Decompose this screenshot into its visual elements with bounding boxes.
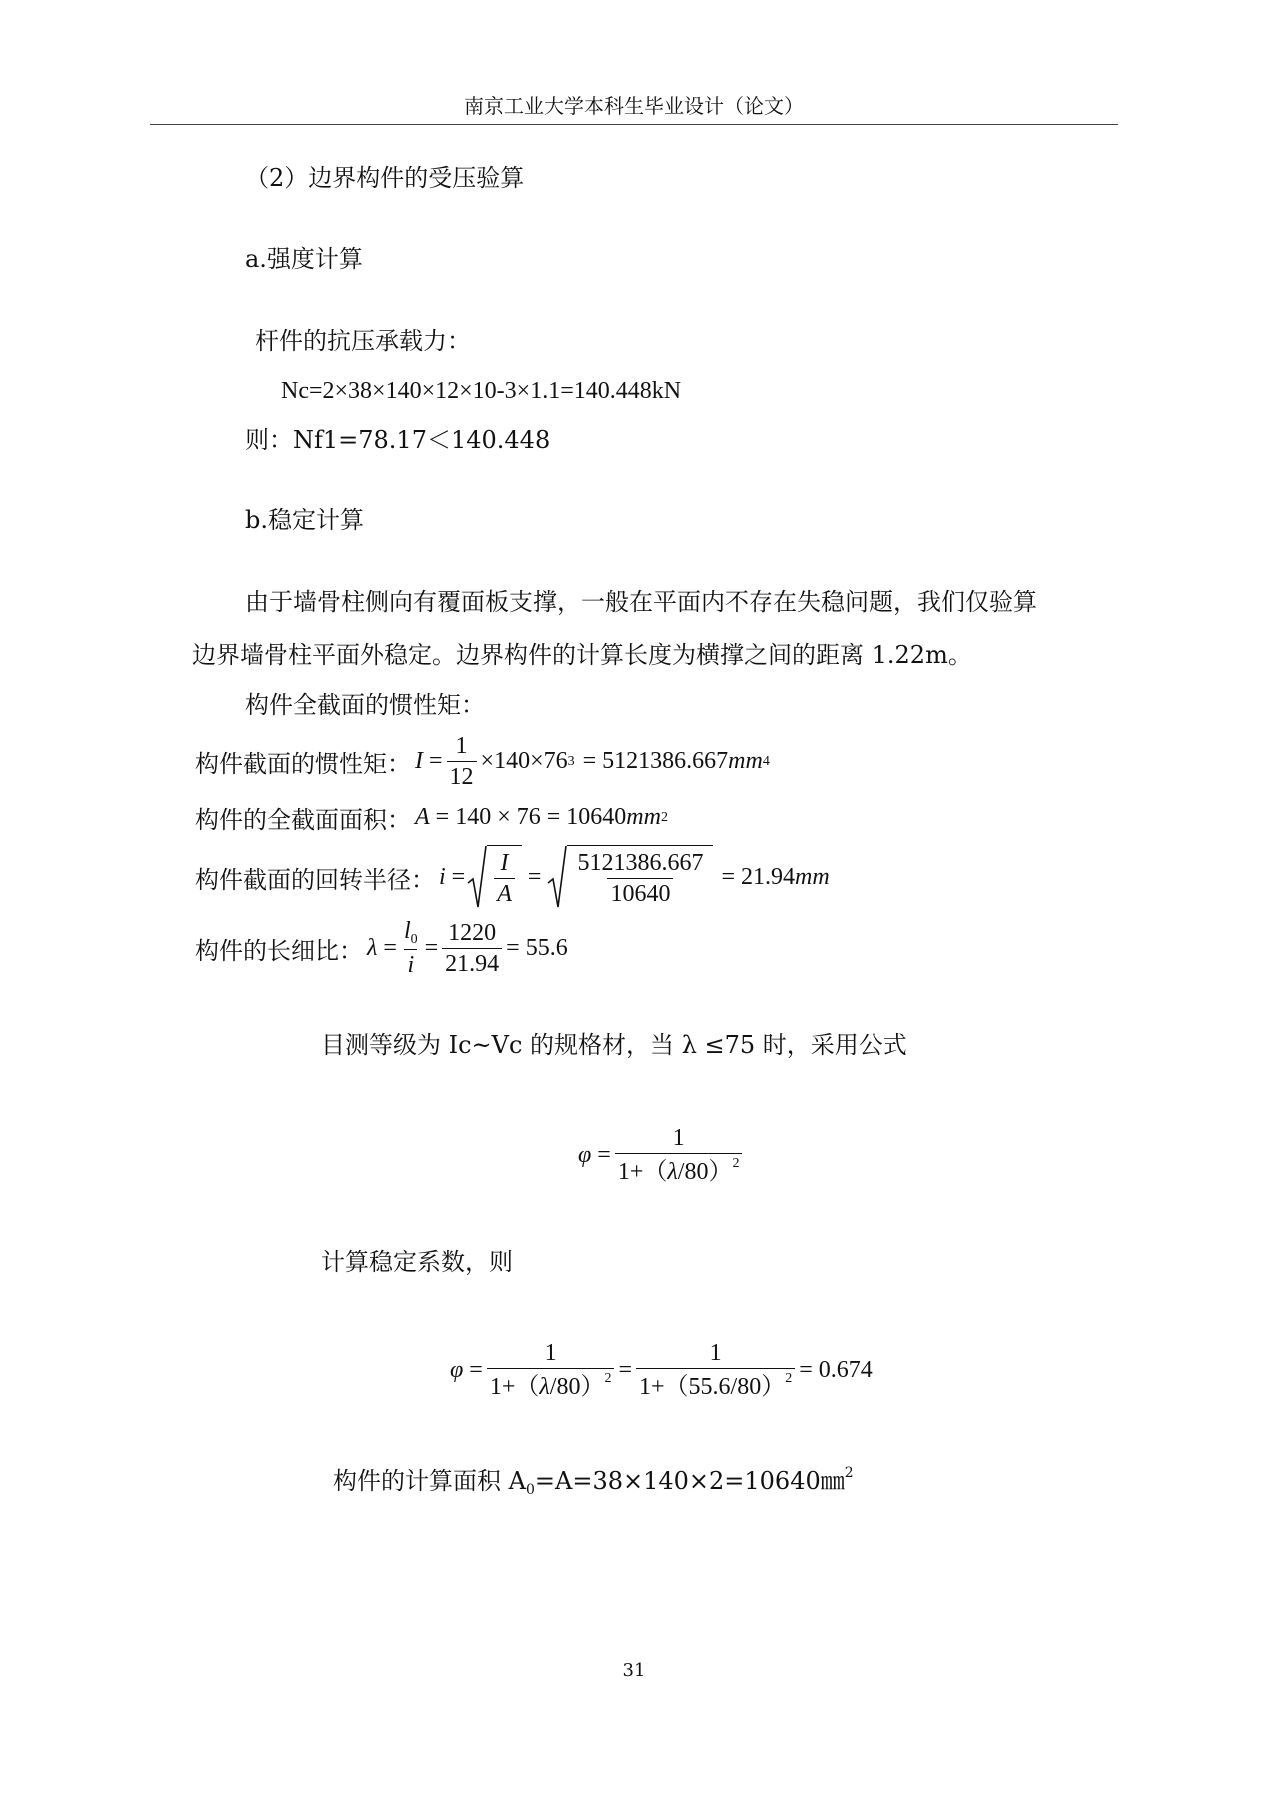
radius-denominator-2: 10640 <box>607 878 673 907</box>
radius-var: i <box>439 863 446 890</box>
slenderness-fraction-2 <box>442 920 502 978</box>
calc-fraction-1 <box>487 1340 615 1401</box>
slenderness-denominator-2: 21.94 <box>442 948 502 977</box>
area-var: A <box>415 804 430 830</box>
calc-numerator-1: 1 <box>544 1340 557 1366</box>
calc-eq1: = <box>469 1356 483 1383</box>
calc-den1-exp: 2 <box>604 1371 612 1387</box>
area-unit-exponent: 2 <box>660 809 668 825</box>
radius-eq2: = <box>527 863 542 890</box>
inertia-intro: 构件全截面的惯性矩： <box>245 691 485 719</box>
radical-sign-icon <box>547 845 567 909</box>
strength-title: a.强度计算 <box>245 245 363 273</box>
stability-title: b.稳定计算 <box>245 506 364 534</box>
stability-paragraph-line1: 由于墙骨柱侧向有覆面板支撑，一般在平面内不存在失稳问题，我们仅验算 <box>245 588 1037 616</box>
slenderness-denominator-1: i <box>404 949 417 978</box>
strength-conclusion: 则：Nf1=78.17＜140.448 <box>245 426 551 454</box>
strength-label: 杆件的抗压承载力： <box>255 327 471 355</box>
slenderness-numerator-2: 1220 <box>448 919 497 946</box>
inertia-unit-exponent: 4 <box>762 753 770 769</box>
area-calc-sup: 2 <box>844 1465 854 1481</box>
formula-den-exp: 2 <box>732 1156 740 1172</box>
formula-eq: = <box>597 1141 611 1168</box>
radius-result: = 21.94 <box>721 863 795 890</box>
inertia-exponent: 3 <box>567 753 575 769</box>
inertia-var: I <box>415 748 423 775</box>
formula-fraction <box>615 1125 743 1186</box>
calc-fraction-2 <box>636 1340 795 1401</box>
section-heading: （2）边界构件的受压验算 <box>245 164 525 192</box>
inertia-mid: ×140×76 <box>480 748 568 775</box>
page-number: 31 <box>622 1660 646 1681</box>
radius-label: 构件截面的回转半径： <box>195 865 435 894</box>
calc-den1-a: 1+（ <box>489 1374 540 1401</box>
calc-den2-exp: 2 <box>785 1371 793 1387</box>
calc-result: = 0.674 <box>799 1356 873 1383</box>
area-equation <box>195 800 668 835</box>
formula-den-var: λ <box>667 1159 678 1186</box>
inertia-result: = 5121386.667 <box>582 748 729 775</box>
compute-label: 计算稳定系数，则 <box>321 1248 513 1276</box>
inertia-equation <box>195 733 770 791</box>
radius-denominator-1: A <box>494 878 515 907</box>
radius-sqrt-1 <box>467 845 522 909</box>
inertia-fraction <box>447 733 477 791</box>
inertia-numerator: 1 <box>455 733 468 759</box>
calc-den1-b: /80） <box>549 1374 605 1401</box>
stability-formula <box>578 1125 746 1186</box>
radius-numerator-1: I <box>500 849 509 876</box>
calc-den1-var: λ <box>539 1374 550 1401</box>
inertia-label: 构件截面的惯性矩： <box>195 750 411 779</box>
area-calc-rest: =A=38×140×2=10640㎜ <box>534 1467 845 1495</box>
slenderness-var: λ <box>367 934 378 961</box>
page-header: 南京工业大学本科生毕业设计（论文） <box>464 94 804 118</box>
formula-den-a: 1+（ <box>617 1159 668 1186</box>
area-label: 构件的全截面面积： <box>195 806 411 834</box>
formula-numerator: 1 <box>672 1125 685 1151</box>
inertia-unit: mm <box>728 748 763 775</box>
formula-den-b: /80） <box>677 1159 733 1186</box>
calc-eq2: = <box>618 1356 632 1383</box>
slenderness-fraction-1 <box>401 918 421 979</box>
calc-lhs: φ <box>450 1356 464 1383</box>
area-unit: mm <box>626 804 661 830</box>
stability-paragraph-line2: 边界墙骨柱平面外稳定。边界构件的计算长度为横撑之间的距离 1.22m。 <box>192 641 972 669</box>
slenderness-result: = 55.6 <box>506 934 568 961</box>
radius-eq1: = <box>451 863 466 890</box>
radical-sign-icon <box>467 845 487 909</box>
area-calc-prefix: 构件的计算面积 A <box>333 1467 526 1495</box>
slenderness-numerator-1: l <box>403 918 411 944</box>
slenderness-eq2: = <box>424 934 439 961</box>
area-calc <box>333 1466 854 1497</box>
radius-unit: mm <box>794 863 830 890</box>
calc-numerator-2: 1 <box>709 1340 722 1366</box>
slenderness-equation <box>195 918 568 979</box>
area-calc-sub: 0 <box>525 1482 535 1498</box>
condition-text: 目测等级为 Ic~Vc 的规格材，当 λ ≤75 时，采用公式 <box>321 1031 907 1059</box>
radius-equation <box>195 845 830 909</box>
strength-formula: Nc=2×38×140×12×10-3×1.1=140.448kN <box>281 378 682 404</box>
calc-den2: 1+（55.6/80） <box>639 1374 786 1401</box>
formula-lhs: φ <box>578 1141 592 1168</box>
radius-numerator-2: 5121386.667 <box>577 849 704 876</box>
slenderness-label: 构件的长细比： <box>195 936 363 965</box>
slenderness-eq1: = <box>383 934 397 961</box>
slenderness-numerator-sub: 0 <box>410 932 418 947</box>
area-expr: = 140 × 76 = 10640 <box>435 804 627 830</box>
inertia-eq: = <box>429 748 443 775</box>
inertia-denominator: 12 <box>447 761 477 790</box>
stability-calculation <box>450 1340 873 1401</box>
radius-sqrt-2 <box>547 845 713 909</box>
header-rule <box>150 124 1118 125</box>
